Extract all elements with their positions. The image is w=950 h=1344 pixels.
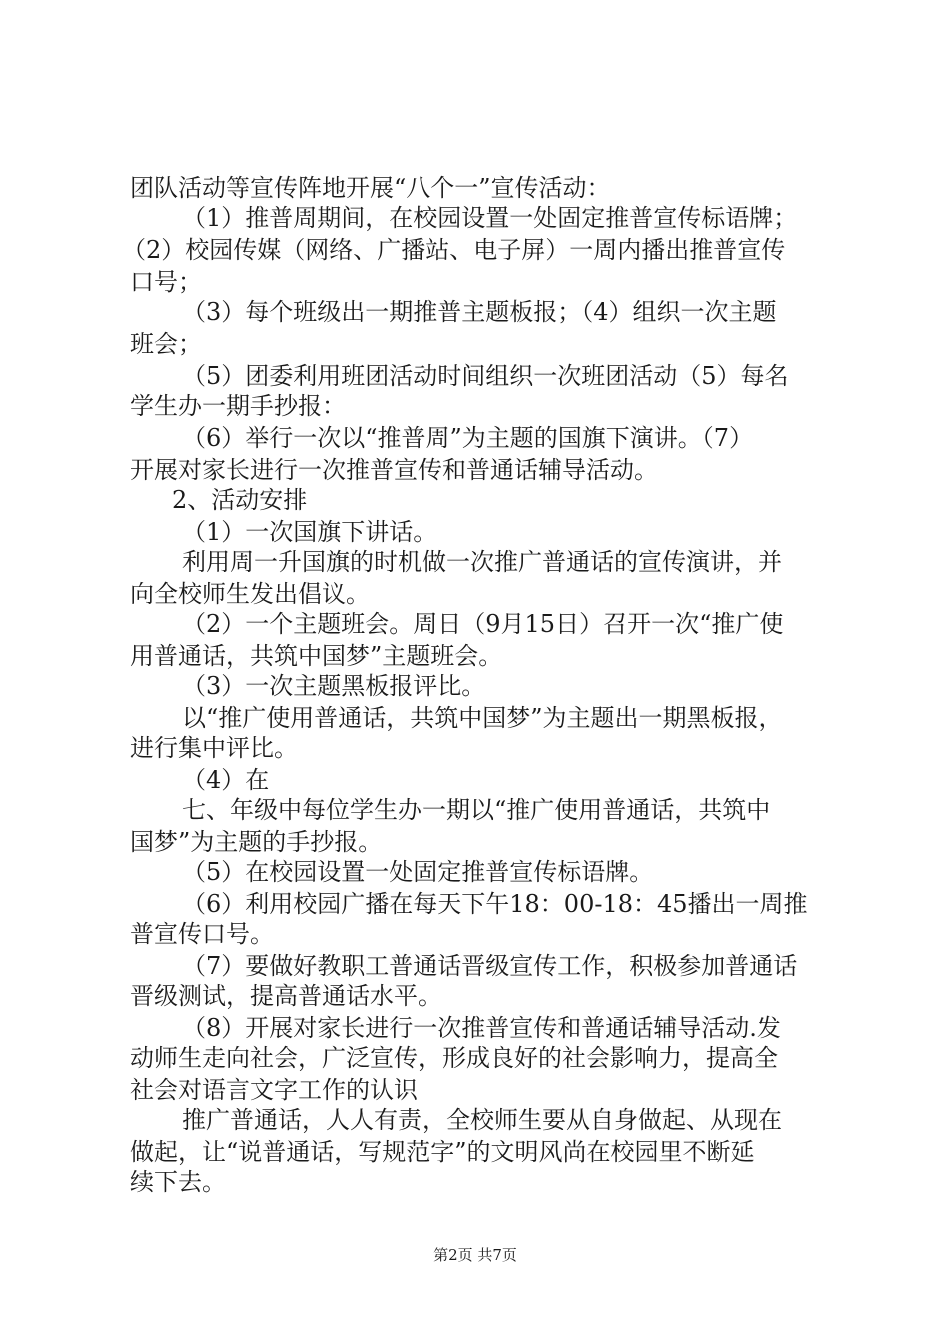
text-line: （5）在校园设置一处固定推普宣传标语牌。 (182, 858, 654, 886)
text-line: （8）开展对家长进行一次推普宣传和普通话辅导活动.发 (182, 1014, 781, 1042)
text-line: 学生办一期手抄报： (130, 392, 346, 420)
text-line: 以“推广使用普通话，共筑中国梦”为主题出一期黑板报， (182, 704, 783, 732)
text-line: 团队活动等宣传阵地开展“八个一”宣传活动： (130, 174, 611, 202)
text-line: 续下去。 (130, 1168, 226, 1196)
text-line: （1）一次国旗下讲话。 (182, 518, 438, 546)
text-line: 动师生走向社会，广泛宣传，形成良好的社会影响力，提高全 (130, 1044, 778, 1072)
section-heading: 2、活动安排 (172, 486, 308, 514)
text-line: 口号； (130, 268, 202, 296)
text-line: 晋级测试，提高普通话水平。 (130, 982, 442, 1010)
text-line: 向全校师生发出倡议。 (130, 580, 370, 608)
text-line: （6）举行一次以“推普周”为主题的国旗下演讲。（7） (182, 424, 754, 452)
text-line: 国梦”为主题的手抄报。 (130, 828, 383, 856)
text-line: （2）一个主题班会。周日（9月15日）召开一次“推广使 (182, 610, 784, 638)
text-line: 用普通话，共筑中国梦”主题班会。 (130, 642, 503, 670)
text-line: （1）推普周期间，在校园设置一处固定推普宣传标语牌； (182, 204, 798, 232)
text-line: （3）每个班级出一期推普主题板报；（4）组织一次主题 (182, 298, 777, 326)
text-line: 进行集中评比。 (130, 734, 298, 762)
text-line: 七、年级中每位学生办一期以“推广使用普通话，共筑中 (182, 796, 771, 824)
text-line: （3）一次主题黑板报评比。 (182, 672, 486, 700)
text-line: （6）利用校园广播在每天下午18：00-18：45播出一周推 (182, 890, 808, 918)
text-line: 做起，让“说普通话，写规范字”的文明风尚在校园里不断延 (130, 1138, 755, 1166)
text-line: 普宣传口号。 (130, 920, 274, 948)
page-footer: 第2页 共7页 (433, 1246, 517, 1264)
text-line: 推广普通话，人人有责，全校师生要从自身做起、从现在 (182, 1106, 782, 1134)
text-line: 开展对家长进行一次推普宣传和普通话辅导活动。 (130, 456, 658, 484)
text-line: （4）在 (182, 766, 270, 794)
text-line: （7）要做好教职工普通话晋级宣传工作，积极参加普通话 (182, 952, 798, 980)
text-line: 社会对语言文字工作的认识 (130, 1076, 418, 1104)
text-line: 利用周一升国旗的时机做一次推广普通话的宣传演讲，并 (182, 548, 782, 576)
text-line: （2）校园传媒（网络、广播站、电子屏）一周内播出推普宣传 (122, 236, 786, 264)
text-line: 班会； (130, 330, 202, 358)
text-line: （5）团委利用班团活动时间组织一次班团活动（5）每名 (182, 362, 789, 390)
